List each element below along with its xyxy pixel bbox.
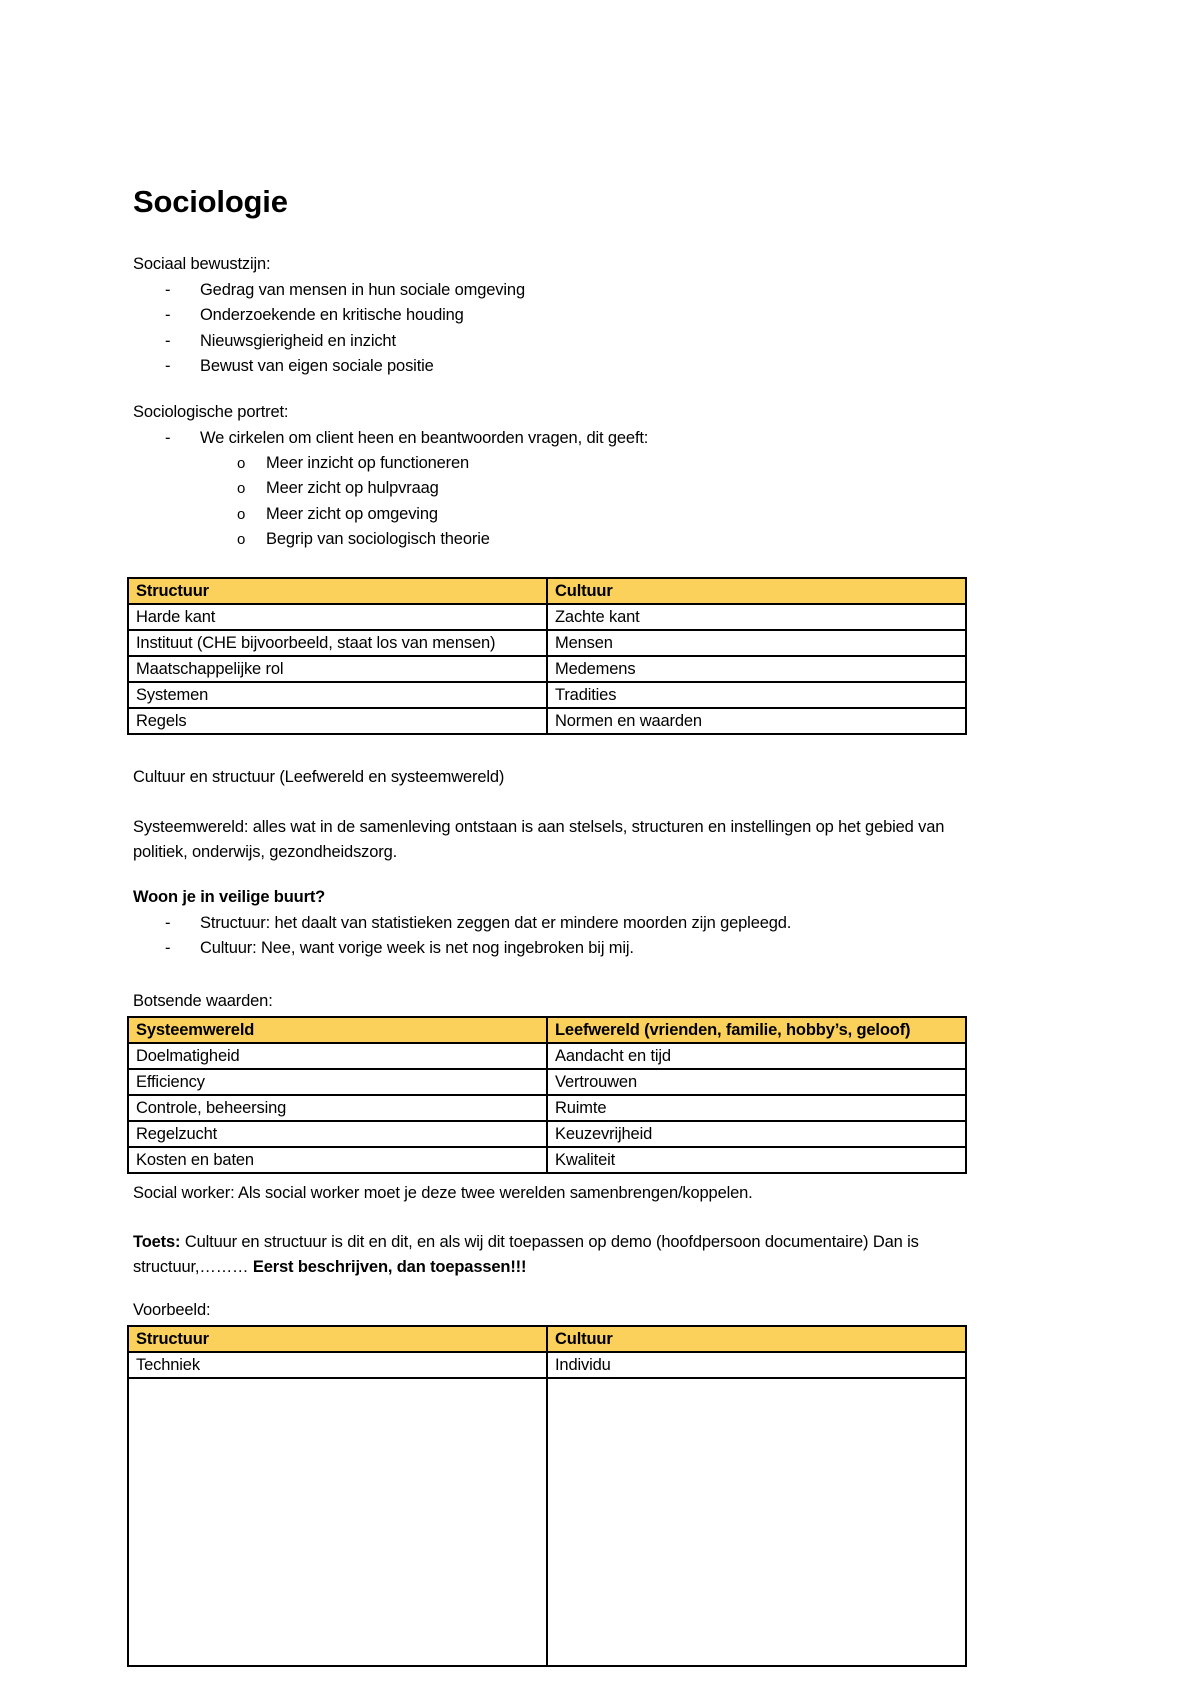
voorbeeld-table bbox=[127, 1325, 967, 1667]
table-header-cell: Structuur bbox=[128, 1326, 547, 1352]
table-header-cell: Cultuur bbox=[547, 1326, 966, 1352]
list-item-text: We cirkelen om client heen en beantwoorden vragen, dit geeft: bbox=[200, 428, 649, 447]
heading-botsende-waarden: Botsende waarden: bbox=[133, 992, 273, 1011]
table-cell: Controle, beheersing bbox=[128, 1095, 547, 1121]
list-item bbox=[133, 936, 967, 961]
table-row bbox=[128, 1147, 966, 1173]
sub-list-item bbox=[133, 451, 967, 476]
dash-bullet: - bbox=[165, 357, 171, 376]
list-item-text: Structuur: het daalt van statistieken zeggen dat er mindere moorden zijn gepleegd. bbox=[200, 913, 792, 932]
paragraph-cultuur-en-structuur: Cultuur en structuur (Leefwereld en systeemwereld) bbox=[133, 767, 505, 786]
table-cell: Techniek bbox=[128, 1352, 547, 1378]
table-cell: Individu bbox=[547, 1352, 966, 1378]
heading-woon-je-in-veilige-buurt: Woon je in veilige buurt? bbox=[133, 887, 326, 906]
structuur-cultuur-table bbox=[127, 577, 967, 735]
table-cell: Kosten en baten bbox=[128, 1147, 547, 1173]
toets-label: Toets: bbox=[133, 1233, 181, 1252]
table-cell: Keuzevrijheid bbox=[547, 1121, 966, 1147]
table-row bbox=[128, 604, 966, 630]
table-row-empty bbox=[128, 1378, 966, 1666]
sociologische-portret-list bbox=[133, 426, 967, 553]
table-row bbox=[128, 682, 966, 708]
dash-bullet: - bbox=[165, 939, 171, 958]
table-row bbox=[128, 708, 966, 734]
table-cell: Efficiency bbox=[128, 1069, 547, 1095]
toets-emphasis: Eerst beschrijven, dan toepassen!!! bbox=[252, 1258, 527, 1277]
list-item-text: Bewust van eigen sociale positie bbox=[200, 357, 434, 376]
table-header-cell: Structuur bbox=[128, 578, 547, 604]
list-item bbox=[133, 911, 967, 936]
sub-list-item bbox=[133, 527, 967, 552]
table-header-cell: Systeemwereld bbox=[128, 1017, 547, 1043]
table-header-cell: Leefwereld (vrienden, familie, hobby’s, geloof) bbox=[547, 1017, 966, 1043]
heading-sociaal-bewustzijn: Sociaal bewustzijn: bbox=[133, 255, 271, 273]
table-cell: Maatschappelijke rol bbox=[128, 656, 547, 682]
dash-bullet: - bbox=[165, 913, 171, 932]
table-cell: Regels bbox=[128, 708, 547, 734]
paragraph-toets bbox=[133, 1230, 967, 1280]
table-header-cell: Cultuur bbox=[547, 578, 966, 604]
table-cell: Mensen bbox=[547, 630, 966, 656]
botsende-waarden-table bbox=[127, 1016, 967, 1174]
list-item bbox=[133, 329, 967, 354]
heading-sociologische-portret: Sociologische portret: bbox=[133, 402, 289, 421]
table-cell: Ruimte bbox=[547, 1095, 966, 1121]
list-item bbox=[133, 278, 967, 303]
table-cell: Aandacht en tijd bbox=[547, 1043, 966, 1069]
table-cell: Doelmatigheid bbox=[128, 1043, 547, 1069]
list-item-text: Onderzoekende en kritische houding bbox=[200, 306, 464, 325]
paragraph-social-worker: Social worker: Als social worker moet je deze twee werelden samenbrengen/koppelen. bbox=[133, 1184, 753, 1203]
list-item bbox=[133, 426, 967, 451]
dash-bullet: - bbox=[165, 428, 171, 447]
table-row bbox=[128, 656, 966, 682]
sociaal-bewustzijn-list bbox=[133, 278, 967, 380]
table-row bbox=[128, 1043, 966, 1069]
table-row bbox=[128, 1121, 966, 1147]
table-cell: Harde kant bbox=[128, 604, 547, 630]
circle-bullet: o bbox=[237, 531, 246, 549]
list-item-text: Meer zicht op hulpvraag bbox=[266, 479, 439, 498]
table-header-row bbox=[128, 578, 966, 604]
dash-bullet: - bbox=[165, 306, 171, 325]
table-cell: Systemen bbox=[128, 682, 547, 708]
page-title: Sociologie bbox=[133, 184, 288, 219]
woon-list bbox=[133, 911, 967, 962]
table-cell: Normen en waarden bbox=[547, 708, 966, 734]
table-cell: Kwaliteit bbox=[547, 1147, 966, 1173]
table-row bbox=[128, 1095, 966, 1121]
circle-bullet: o bbox=[237, 480, 246, 498]
table-cell: Vertrouwen bbox=[547, 1069, 966, 1095]
sub-list-item bbox=[133, 502, 967, 527]
table-row bbox=[128, 1352, 966, 1378]
table-cell: Medemens bbox=[547, 656, 966, 682]
list-item-text: Meer zicht op omgeving bbox=[266, 504, 438, 523]
table-cell: Tradities bbox=[547, 682, 966, 708]
dash-bullet: - bbox=[165, 331, 171, 350]
list-item bbox=[133, 303, 967, 328]
toets-body: Cultuur en structuur is dit en dit, en als wij dit toepassen op demo (hoofdpersoon documentaire) Dan is structuur,……… bbox=[133, 1233, 919, 1277]
list-item bbox=[133, 354, 967, 379]
sub-list-item bbox=[133, 476, 967, 501]
table-cell: Regelzucht bbox=[128, 1121, 547, 1147]
list-item-text: Meer inzicht op functioneren bbox=[266, 454, 470, 473]
table-cell bbox=[547, 1378, 966, 1666]
dash-bullet: - bbox=[165, 281, 171, 299]
table-header-row bbox=[128, 1326, 966, 1352]
table-cell: Zachte kant bbox=[547, 604, 966, 630]
circle-bullet: o bbox=[237, 455, 246, 473]
table-cell: Instituut (CHE bijvoorbeeld, staat los van mensen) bbox=[128, 630, 547, 656]
table-header-row bbox=[128, 1017, 966, 1043]
list-item-text: Gedrag van mensen in hun sociale omgeving bbox=[200, 281, 525, 299]
list-item-text: Begrip van sociologisch theorie bbox=[266, 530, 490, 549]
paragraph-systeemwereld: Systeemwereld: alles wat in de samenleving ontstaan is aan stelsels, structuren en instellingen op het gebied van politiek, onderwijs, gezondheidszorg. bbox=[133, 817, 945, 861]
list-item-text: Cultuur: Nee, want vorige week is net nog ingebroken bij mij. bbox=[200, 939, 634, 958]
table-cell bbox=[128, 1378, 547, 1666]
list-item-text: Nieuwsgierigheid en inzicht bbox=[200, 331, 396, 350]
circle-bullet: o bbox=[237, 505, 246, 523]
heading-voorbeeld: Voorbeeld: bbox=[133, 1301, 211, 1320]
table-row bbox=[128, 1069, 966, 1095]
table-row bbox=[128, 630, 966, 656]
